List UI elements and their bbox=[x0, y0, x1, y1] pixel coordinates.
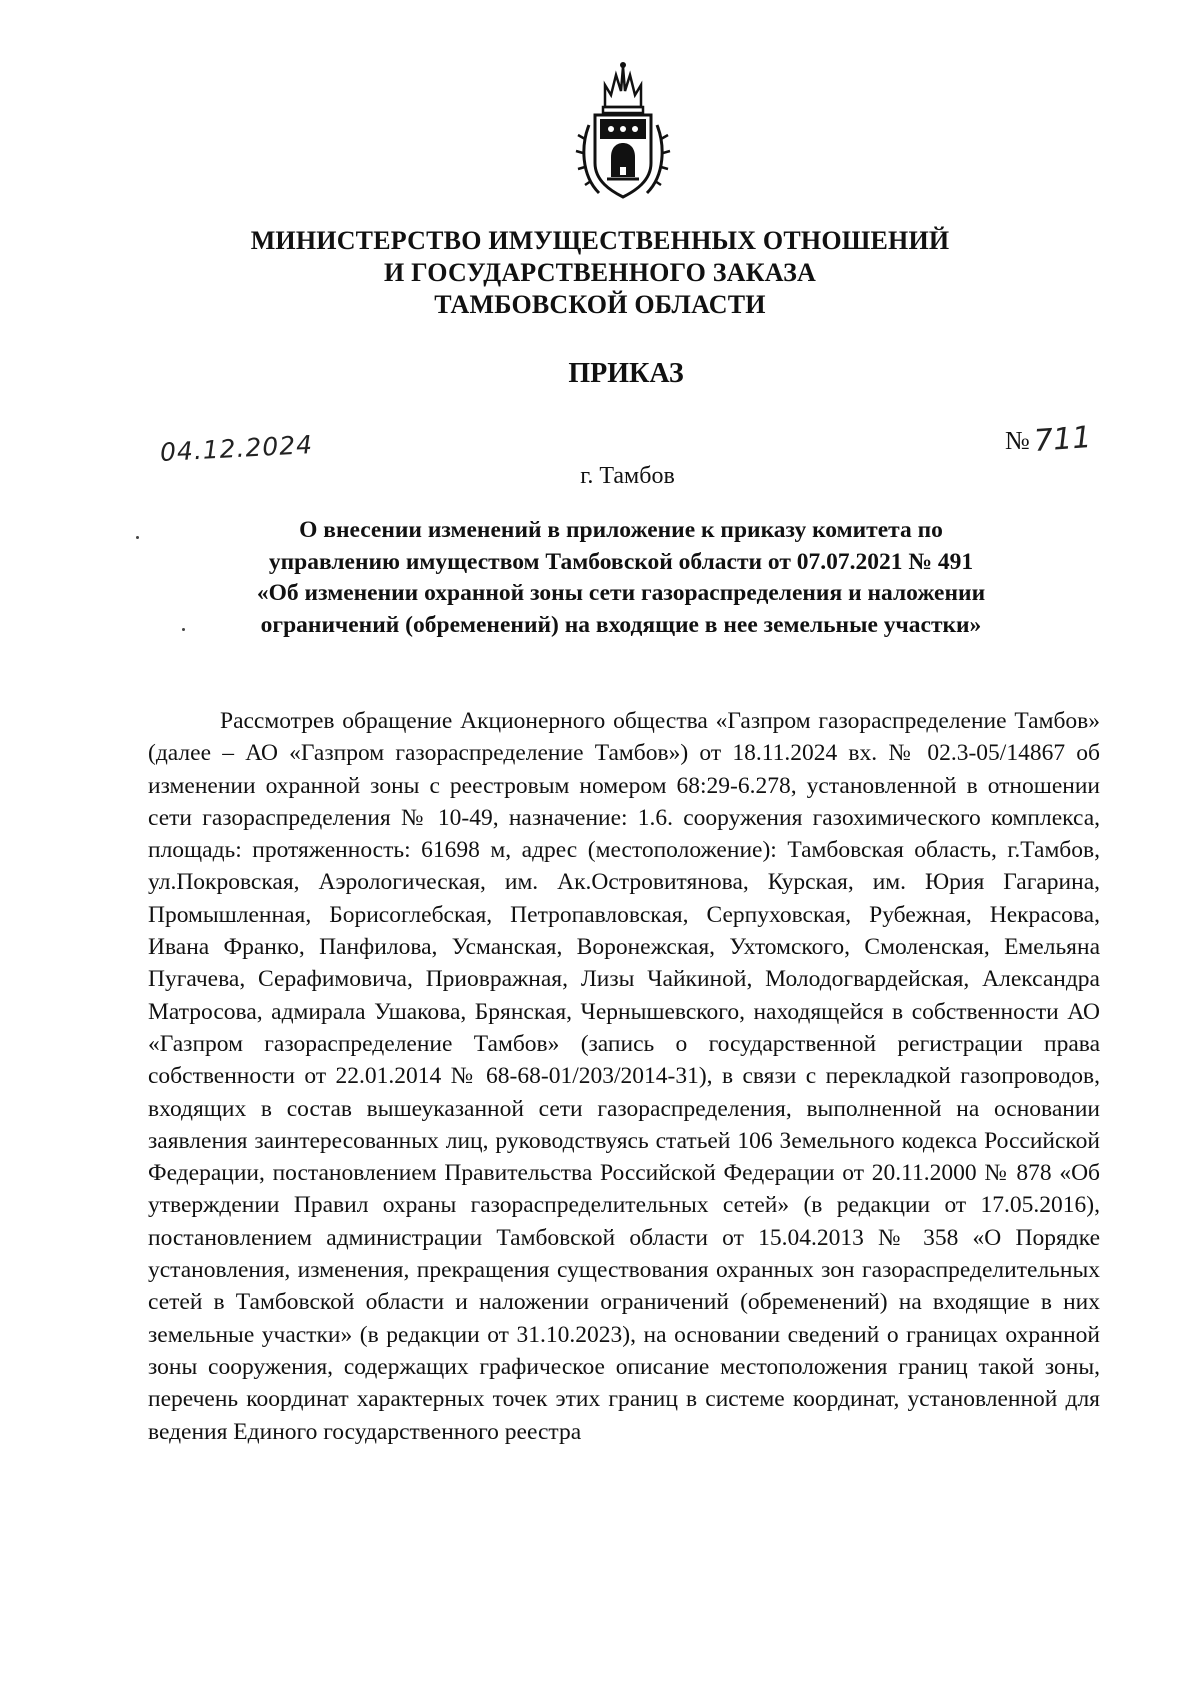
document-type-heading: ПРИКАЗ bbox=[568, 358, 684, 389]
document-number bbox=[1005, 422, 1091, 457]
document-title bbox=[140, 515, 1102, 641]
number-sign: № bbox=[1005, 426, 1030, 455]
ministry-line-1: МИНИСТЕРСТВО ИМУЩЕСТВЕННЫХ ОТНОШЕНИЙ bbox=[250, 226, 950, 255]
title-line-3: «Об изменении охранной зоны сети газораспределения и наложении bbox=[256, 580, 986, 606]
ministry-line-3: ТАМБОВСКОЙ ОБЛАСТИ bbox=[434, 290, 766, 319]
scan-speck bbox=[136, 536, 139, 539]
body-paragraph: Рассмотрев обращение Акционерного общества «Газпром газораспределение Тамбов» (далее – АО «Газпром газораспределение Тамбов») от 18.11.2024 вх. № 02.3-05/14867 об изменении охранной зоны с реестровым номером 68:29-6.278, установленной в отношении сети газораспределения № 10-49, назначение: 1.6. сооружения газохимического комплекса, площадь: протяженность: 61698 м, адрес (местоположение): Тамбовская область, г.Тамбов, ул.Покровская, Аэрологическая, им. Ак.Островитянова, Курская, им. Юрия Гагарина, Промышленная, Борисоглебская, Петропавловская, Серпуховская, Рубежная, Некрасова, Ивана Франко, Панфилова, Усманская, Воронежская, Ухтомского, Смоленская, Емельяна Пугачева, Серафимовича, Приовражная, Лизы Чайкиной, Молодогвардейская, Александра Матросова, адмирала Ушакова, Брянская, Чернышевского, находящейся в собственности АО «Газпром газораспределение Тамбов» (запись о государственной регистрации права собственности от 22.01.2014 № 68-68-01/203/2014-31), в связи с перекладкой газопроводов, входящих в состав вышеуказанной сети газораспределения, выполненной на основании заявления заинтересованных лиц, руководствуясь статьей 106 Земельного кодекса Российской Федерации, постановлением Правительства Российской Федерации от 20.11.2000 № 878 «Об утверждении Правил охраны газораспределительных сетей» (в редакции от 17.05.2016), постановлением администрации Тамбовской области от 15.04.2013 № 358 «О Порядке установления, изменения, прекращения существования охранных зон газораспределительных сетей в Тамбовской области и наложении ограничений (обременений) на входящие в них земельные участки» (в редакции от 31.10.2023), на основании сведений о границах охранной зоны сооружения, содержащих графическое описание местоположения границ такой зоны, перечень координат характерных точек этих границ в системе координат, установленной для ведения Единого государственного реестра bbox=[148, 708, 1100, 1445]
title-line-4: ограничений (обременений) на входящие в нее земельные участки» bbox=[260, 611, 982, 638]
scan-speck bbox=[182, 628, 185, 631]
handwritten-number: 711 bbox=[1032, 420, 1093, 459]
handwritten-date: 04.12.2024 bbox=[159, 430, 314, 467]
ministry-header bbox=[150, 225, 1050, 321]
tambov-coat-of-arms-icon bbox=[575, 55, 671, 205]
title-line-2: управлению имуществом Тамбовской области от 07.07.2021 № 491 bbox=[268, 548, 974, 575]
ministry-line-2: И ГОСУДАРСТВЕННОГО ЗАКАЗА bbox=[384, 258, 816, 287]
city-line: г. Тамбов bbox=[580, 463, 675, 489]
title-line-1: О внесении изменений в приложение к приказу комитета по bbox=[299, 517, 943, 543]
